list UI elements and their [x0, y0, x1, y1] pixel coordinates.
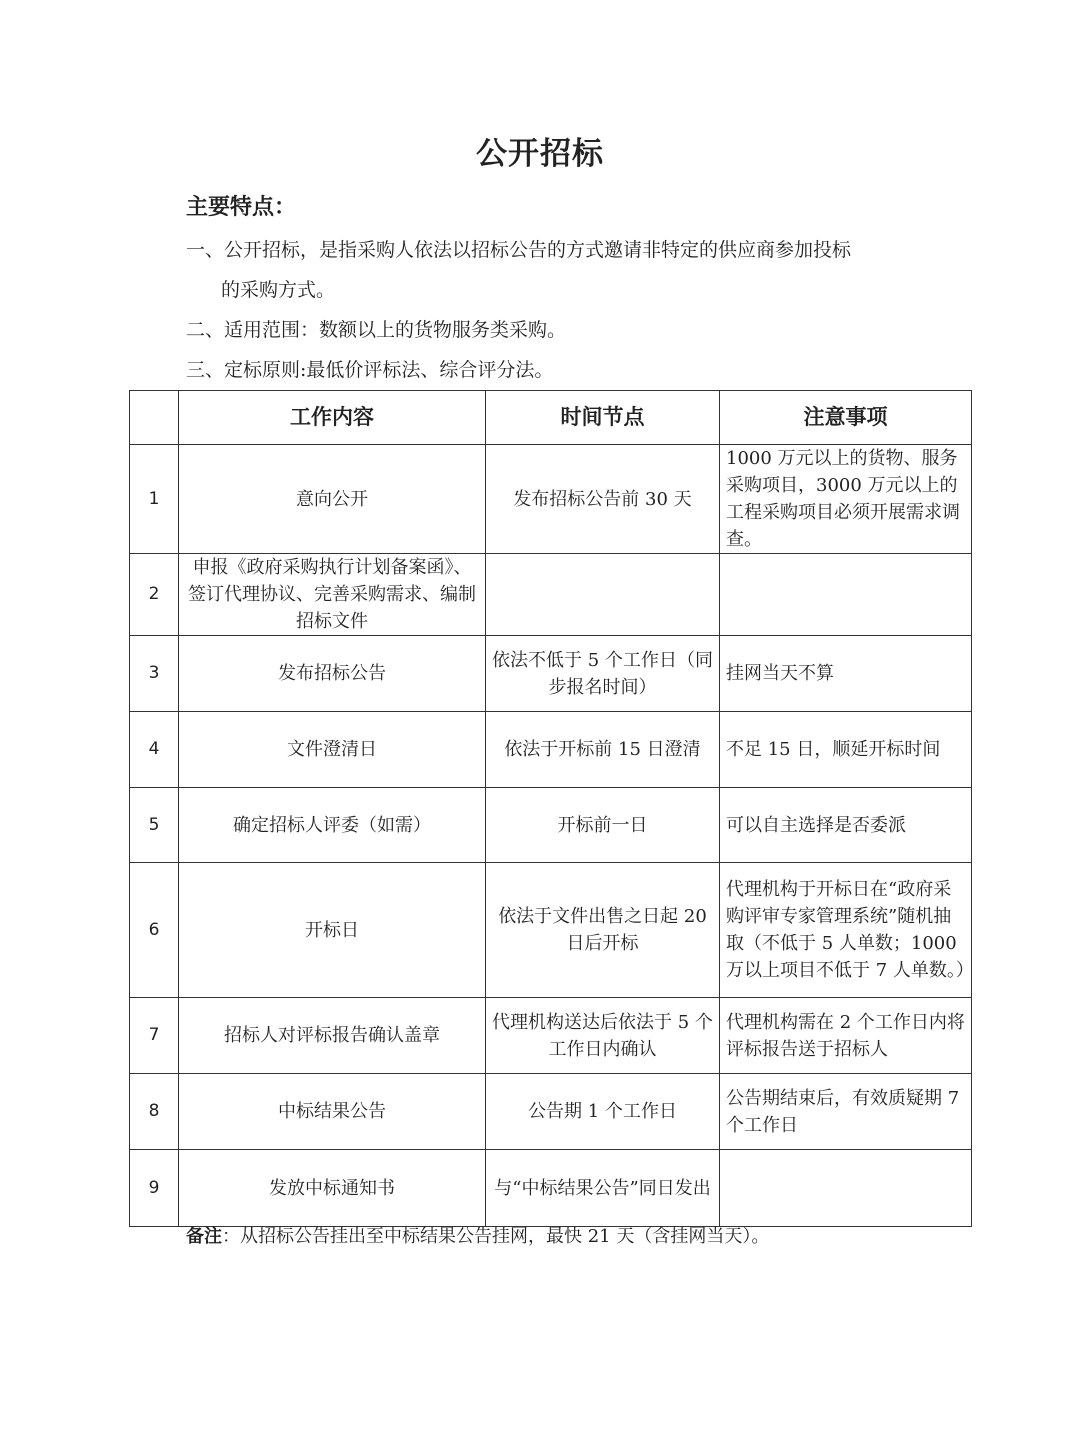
- table-row: [130, 1074, 972, 1150]
- table-row: [130, 863, 972, 998]
- row-work: 发放中标通知书: [179, 1150, 486, 1227]
- row-num: 1: [130, 445, 179, 554]
- table-row: [130, 636, 972, 712]
- row-note: 1000 万元以上的货物、服务采购项目，3000 万元以上的工程采购项目必须开展需求调查。: [720, 445, 972, 554]
- row-note: 代理机构需在 2 个工作日内将评标报告送于招标人: [720, 998, 972, 1074]
- row-note: 公告期结束后，有效质疑期 7 个工作日: [720, 1074, 972, 1150]
- remark-text: ：从招标公告挂出至中标结果公告挂网，最快 21 天（含挂网当天）。: [222, 1226, 770, 1247]
- procedure-table: [129, 390, 972, 1227]
- row-note: [720, 554, 972, 636]
- header-time: 时间节点: [486, 391, 720, 445]
- row-note: 代理机构于开标日在“政府采购评审专家管理系统”随机抽取（不低于 5 人单数；1000 万以上项目不低于 7 人单数。）: [720, 863, 972, 998]
- table-header-row: [130, 391, 972, 445]
- row-work: 中标结果公告: [179, 1074, 486, 1150]
- paragraph-definition-line2: 的采购方式。: [221, 279, 336, 301]
- row-num: 2: [130, 554, 179, 636]
- table-row: [130, 554, 972, 636]
- row-time: 开标前一日: [486, 788, 720, 863]
- row-note: 不足 15 日，顺延开标时间: [720, 712, 972, 788]
- header-num: [130, 391, 179, 445]
- row-num: 6: [130, 863, 179, 998]
- row-time: 依法于文件出售之日起 20 日后开标: [486, 863, 720, 998]
- paragraph-definition: [186, 230, 851, 310]
- row-work: 确定招标人评委（如需）: [179, 788, 486, 863]
- row-work: 申报《政府采购执行计划备案函》、签订代理协议、完善采购需求、编制招标文件: [179, 554, 486, 636]
- row-note: 可以自主选择是否委派: [720, 788, 972, 863]
- row-time: [486, 554, 720, 636]
- row-work: 文件澄清日: [179, 712, 486, 788]
- row-note: [720, 1150, 972, 1227]
- table-row: [130, 445, 972, 554]
- row-num: 9: [130, 1150, 179, 1227]
- header-note: 注意事项: [720, 391, 972, 445]
- table-row: [130, 712, 972, 788]
- row-work: 开标日: [179, 863, 486, 998]
- row-time: 公告期 1 个工作日: [486, 1074, 720, 1150]
- document-title: 公开招标: [476, 136, 604, 172]
- row-time: 与“中标结果公告”同日发出: [486, 1150, 720, 1227]
- row-note: 挂网当天不算: [720, 636, 972, 712]
- row-time: 发布招标公告前 30 天: [486, 445, 720, 554]
- row-num: 7: [130, 998, 179, 1074]
- row-num: 4: [130, 712, 179, 788]
- row-num: 3: [130, 636, 179, 712]
- row-time: 依法于开标前 15 日澄清: [486, 712, 720, 788]
- row-work: 发布招标公告: [179, 636, 486, 712]
- features-heading: 主要特点：: [186, 195, 297, 220]
- row-num: 5: [130, 788, 179, 863]
- row-time: 依法不低于 5 个工作日（同步报名时间）: [486, 636, 720, 712]
- table-row: [130, 788, 972, 863]
- paragraph-scope: 二、适用范围：数额以上的货物服务类采购。: [186, 319, 567, 341]
- remark-label: 备注: [186, 1226, 222, 1247]
- table-row: [130, 998, 972, 1074]
- paragraph-definition-line1: 一、公开招标，是指采购人依法以招标公告的方式邀请非特定的供应商参加投标: [186, 239, 852, 261]
- row-num: 8: [130, 1074, 179, 1150]
- remark-note: [186, 1222, 769, 1252]
- paragraph-principle: 三、定标原则:最低价评标法、综合评分法。: [186, 359, 554, 381]
- row-work: 意向公开: [179, 445, 486, 554]
- table-row: [130, 1150, 972, 1227]
- row-time: 代理机构送达后依法于 5 个工作日内确认: [486, 998, 720, 1074]
- header-work: 工作内容: [179, 391, 486, 445]
- row-work: 招标人对评标报告确认盖章: [179, 998, 486, 1074]
